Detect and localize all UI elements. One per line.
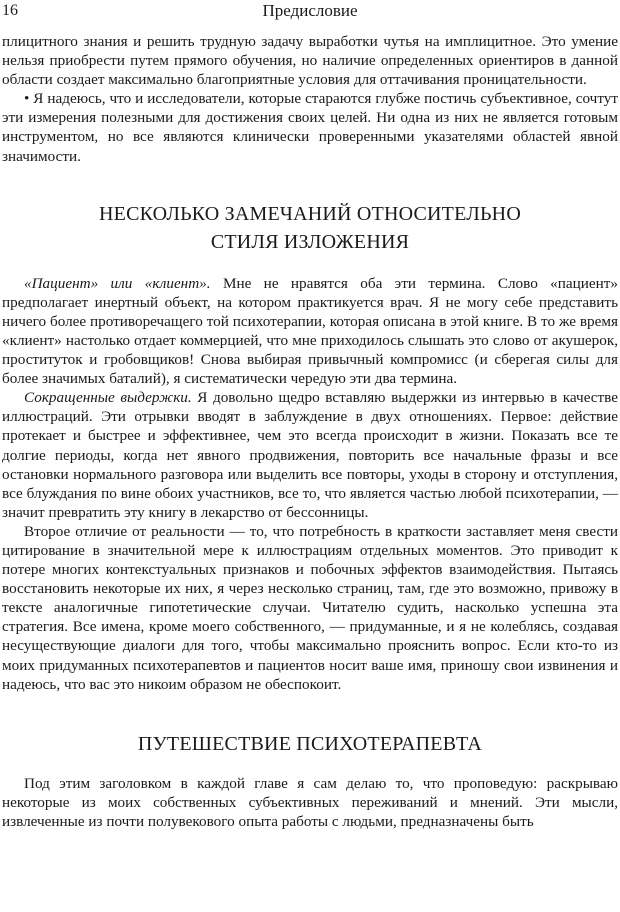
paragraph-patient-client: [2, 274, 618, 389]
paragraph-lead-excerpts: Сокращенные выдержки.: [24, 389, 192, 407]
paragraph-researchers: • Я надеюсь, что и исследователи, которые стараются глубже постичь субъективное, сочтут эти измерения полезными для достижения своих целей. Ни одна из них не является готовым инструментом, но все являются клинически проверенными указателями областей явной значимости.: [2, 90, 618, 165]
paragraph-second-difference: Второе отличие от реальности — то, что потребность в краткости заставляет меня свести цитирование в значительной мере к иллюстрациям отдельных моментов. Это приводит к потере многих контекстуальных признаков и побочных эффектов взаимодействия. Пытаясь восстановить некоторые их них, я через несколько страниц, там, где это возможно, привожу в тексте аналогичные гипотетические случаи. Читателю судить, насколько успешна эта стратегия. Все имена, кроме моего собственного, — придуманные, и я не колеблясь, создавая несуществующие диалоги для того, чтобы максимально прояснить вопрос. Если кто-то из моих придуманных психотерапевтов и пациентов носит ваше имя, приношу свои извинения и надеюсь, что вас это никоим образом не обеспокоит.: [2, 522, 618, 693]
paragraph-lead-patient-client: «Пациент» или «клиент».: [24, 274, 211, 292]
page-body: [2, 32, 618, 831]
page-header: [0, 0, 620, 26]
paragraph-continuation: плицитного знания и решить трудную задачу выработки чутья на имплицитное. Это умение нельзя приобрести путем прямого обучения, но наличие определенных ориентиров в данной области создает максимально благоприятные условия для оттачивания проницательности.: [2, 33, 618, 89]
section-heading-journey: ПУТЕШЕСТВИЕ ПСИХОТЕРАПЕВТА: [137, 732, 483, 755]
running-head: Предисловие: [262, 1, 358, 20]
page-number: 16: [2, 2, 18, 19]
paragraph-text-patient-client: Мне не нравятся оба эти термина. Слово «пациент» предполагает инертный объект, на котором практикуется врач. Я не могу себе представить ничего более противоречащего той психотерапии, которая описана в этой книге. В то же время «клиент» настолько отдает коммерцией, что мне приходилось слышать это слово от акушерок, проституток и гробовщиков! Снова выбирая привычный компромисс (и сберегая силы для более значимых баталий), я систематически чередую эти два термина.: [2, 274, 618, 388]
section-heading-line-1: НЕСКОЛЬКО ЗАМЕЧАНИЙ ОТНОСИТЕЛЬНО: [99, 202, 521, 225]
paragraph-journey: Под этим заголовком в каждой главе я сам делаю то, что проповедую: раскрываю некоторые из моих собственных субъективных переживаний и мнений. Эти мысли, извлеченные из почти полувекового опыта работы с людьми, предназначены быть: [2, 774, 618, 830]
paragraph-text-excerpts: Я довольно щедро вставляю выдержки из интервью в качестве иллюстраций. Эти отрывки вводят в заблуждение в двух отношениях. Первое: действие протекает и быстрее и эффективнее, чем это всегда происходит в жизни. Показать все те долгие периоды, когда нет явного продвижения, повторить все начальные фразы и все остановки нормального разговора или выделить все повторы, уходы в сторону и отступления, все блуждания по вине обоих участников, все то, что является частью любой психотерапии, — значит превратить эту книгу в лекарство от бессонницы.: [2, 389, 619, 521]
paragraph-excerpts: [2, 388, 618, 522]
section-heading-style: [2, 200, 618, 256]
section-heading-line-2: СТИЛЯ ИЗЛОЖЕНИЯ: [210, 230, 410, 253]
